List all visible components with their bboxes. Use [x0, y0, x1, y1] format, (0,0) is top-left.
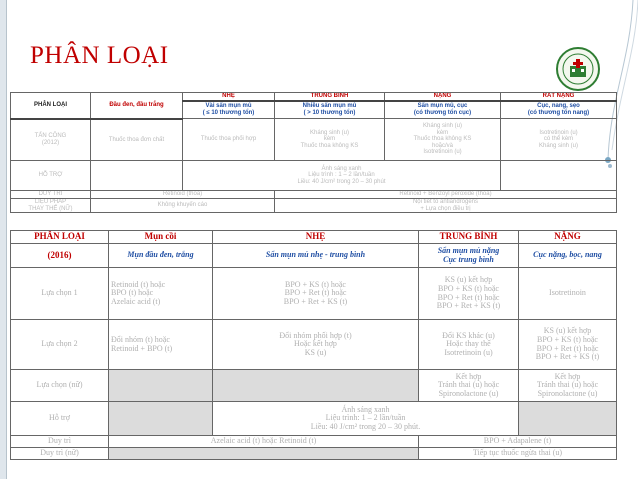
new-lua-chon-2-mun-coi: Đổi nhóm (t) hoặc Retinoid + BPO (t) [109, 320, 213, 370]
old-lieu-phap-left: Không khuyến cáo [91, 199, 275, 213]
new-row-duy-tri-nu-label: Duy trì (nữ) [11, 448, 109, 460]
new-row-lua-chon-nu-label: Lựa chọn (nữ) [11, 370, 109, 402]
old-row-ho-tro-label: HỖ TRỢ [11, 161, 91, 191]
old-header-nhe: NHẸ [183, 93, 275, 101]
new-lua-chon-1-nhe: BPO + KS (t) hoặc BPO + Ret (t) hoặc BPO + Ret + KS (t) [213, 268, 419, 320]
old-row-duy-tri-label: DUY TRÌ [11, 191, 91, 199]
new-lua-chon-nu-empty-1 [109, 370, 213, 402]
old-tan-cong-nang: Kháng sinh (u) kèm Thuốc thoa không KS hoặc/và Isotretinoin (u) [385, 119, 501, 161]
old-row-tan-cong-label: TẤN CÔNG (2012) [11, 119, 91, 161]
new-sub-year: (2016) [11, 244, 109, 268]
new-lua-chon-2-nhe: Đổi nhóm phối hợp (t) Hoặc kết hợp KS (u) [213, 320, 419, 370]
old-sub-trung-binh: Nhiều sẩn mụn mủ ( > 10 thương tổn) [275, 101, 385, 119]
new-duy-tri-nu-right: Tiếp tục thuốc ngừa thai (u) [419, 448, 617, 460]
new-header-trung-binh: TRUNG BÌNH [419, 231, 519, 244]
new-header-phan-loai: PHÂN LOẠI [11, 231, 109, 244]
new-sub-nang: Cục nặng, bọc, nang [519, 244, 617, 268]
new-lua-chon-1-trung-binh: KS (u) kết hợp BPO + KS (t) hoặc BPO + Ret (t) hoặc BPO + Ret + KS (t) [419, 268, 519, 320]
old-sub-rat-nang: Cục, nang, sẹo (có thương tổn nang) [501, 101, 617, 119]
slide-title: PHÂN LOẠI [30, 42, 169, 69]
old-sub-nhe: Vài sẩn mụn mủ ( ≤ 10 thương tổn) [183, 101, 275, 119]
classification-table-2016 [10, 230, 617, 460]
old-header-phan-loai: PHÂN LOẠI [11, 93, 91, 119]
old-tan-cong-rat-nang: Isotretinoin (u) có thể kèm Kháng sinh (u) [501, 119, 617, 161]
old-header-rat-nang: RẤT NẶNG [501, 93, 617, 101]
old-ho-tro-empty-1 [91, 161, 183, 191]
new-duy-tri-left: Azelaic acid (t) hoặc Retinoid (t) [109, 436, 419, 448]
new-lua-chon-nu-empty-2 [213, 370, 419, 402]
old-sub-nang: Sẩn mụn mủ, cục (có thương tổn cục) [385, 101, 501, 119]
new-header-mun-coi: Mụn cồi [109, 231, 213, 244]
old-tan-cong-nhe: Thuốc thoa phối hợp [183, 119, 275, 161]
slide-left-border [0, 0, 6, 479]
new-ho-tro-empty-2 [519, 402, 617, 436]
new-duy-tri-right: BPO + Adapalene (t) [419, 436, 617, 448]
old-ho-tro-empty-2 [501, 161, 617, 191]
hospital-seal-icon [555, 46, 601, 92]
old-tan-cong-dau-den: Thuốc thoa đơn chất [91, 119, 183, 161]
new-row-duy-tri-label: Duy trì [11, 436, 109, 448]
new-lua-chon-nu-nang: Kết hợp Tránh thai (u) hoặc Spironolactone (u) [519, 370, 617, 402]
old-header-dau-den: Đầu đen, đầu trắng [91, 93, 183, 119]
old-ho-tro-value: Ánh sáng xanh Liệu trình : 1 – 2 lần/tuần Liều: 40 J/cm² trong 20 – 30 phút [183, 161, 501, 191]
new-sub-trung-binh: Sẩn mụn mủ nặng Cục trung bình [419, 244, 519, 268]
new-lua-chon-1-nang: Isotretinoin [519, 268, 617, 320]
old-duy-tri-right: Retinoid + Benzoyl peroxide (thoa) [275, 191, 617, 199]
new-row-ho-tro-label: Hỗ trợ [11, 402, 109, 436]
old-tan-cong-trung-binh: Kháng sinh (u) kèm Thuốc thoa không KS [275, 119, 385, 161]
new-row-lua-chon-1-label: Lựa chọn 1 [11, 268, 109, 320]
new-ho-tro-empty-1 [109, 402, 213, 436]
old-header-trung-binh: TRUNG BÌNH [275, 93, 385, 101]
old-header-nang: NẶNG [385, 93, 501, 101]
new-lua-chon-1-mun-coi: Retinoid (t) hoặc BPO (t) hoặc Azelaic acid (t) [109, 268, 213, 320]
new-sub-mun-coi: Mụn đầu đen, trắng [109, 244, 213, 268]
old-duy-tri-left: Retinoid (thoa) [91, 191, 275, 199]
new-row-lua-chon-2-label: Lựa chọn 2 [11, 320, 109, 370]
new-ho-tro-value: Ánh sáng xanh Liệu trình: 1 – 2 lần/tuần Liều: 40 J/cm² trong 20 – 30 phút. [213, 402, 519, 436]
new-header-nhe: NHẸ [213, 231, 419, 244]
old-classification-table [10, 92, 617, 213]
old-lieu-phap-right: Nội tiết tố antiandrogens + Lựa chọn điều trị [275, 199, 617, 213]
new-lua-chon-2-nang: KS (u) kết hợp BPO + KS (t) hoặc BPO + Ret (t) hoặc BPO + Ret + KS (t) [519, 320, 617, 370]
new-header-nang: NẶNG [519, 231, 617, 244]
old-row-lieu-phap-label: LIỆU PHÁP THAY THẾ (NỮ) [11, 199, 91, 213]
new-lua-chon-nu-trung-binh: Kết hợp Tránh thai (u) hoặc Spironolactone (u) [419, 370, 519, 402]
new-sub-nhe: Sẩn mụn mủ nhẹ - trung bình [213, 244, 419, 268]
new-duy-tri-nu-empty [109, 448, 419, 460]
new-lua-chon-2-trung-binh: Đổi KS khác (u) Hoặc thay thế Isotretinoin (u) [419, 320, 519, 370]
